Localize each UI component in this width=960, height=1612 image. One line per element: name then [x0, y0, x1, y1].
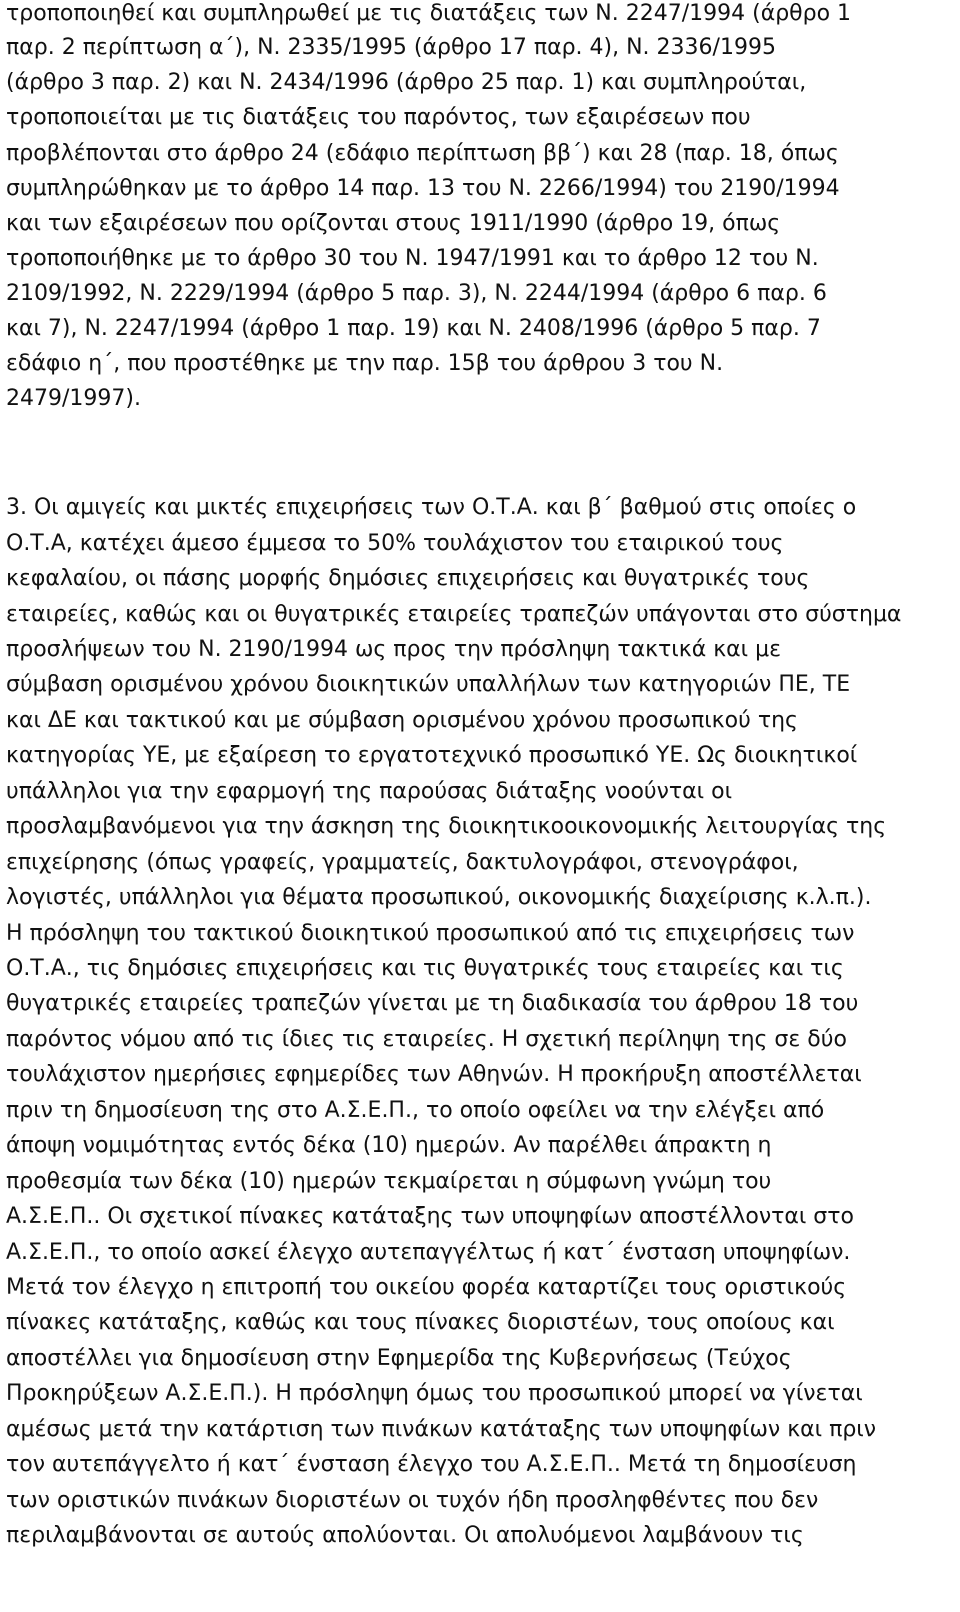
text-line: τουλάχιστον ημερήσιες εφημερίδες των Αθηνών. Η προκήρυξη αποστέλλεται: [6, 1062, 862, 1087]
text-line: περιλαμβάνονται σε αυτούς απολύονται. Οι απολυόμενοι λαμβάνουν τις: [6, 1523, 804, 1548]
text-line: προσλαμβανόμενοι για την άσκηση της διοικητικοοικονομικής λειτουργίας της: [6, 814, 887, 839]
text-line: κατηγορίας ΥΕ, με εξαίρεση το εργατοτεχνικό προσωπικό ΥΕ. Ως διοικητικοί: [6, 743, 858, 768]
text-line: Α.Σ.Ε.Π., το οποίο ασκεί έλεγχο αυτεπαγγέλτως ή κατ΄ ένσταση υποψηφίων.: [6, 1240, 851, 1265]
text-line: λογιστές, υπάλληλοι για θέματα προσωπικού, οικονομικής διαχείρισης κ.λ.π.).: [6, 885, 872, 910]
text-line: 3. Οι αμιγείς και μικτές επιχειρήσεις των Ο.Τ.Α. και β΄ βαθμού στις οποίες ο: [6, 495, 857, 520]
text-line: προθεσμία των δέκα (10) ημερών τεκμαίρεται η σύμφωνη γνώμη του: [6, 1169, 772, 1194]
text-line: προβλέπονται στο άρθρο 24 (εδάφιο περίπτωση ββ΄) και 28 (παρ. 18, όπως: [6, 141, 839, 166]
text-line: τροποποιηθεί και συμπληρωθεί με τις διατάξεις των Ν. 2247/1994 (άρθρο 1: [6, 1, 852, 26]
text-line: τροποποιήθηκε με το άρθρο 30 του Ν. 1947/1991 και το άρθρο 12 του Ν.: [6, 246, 819, 271]
text-line: τροποποιείται με τις διατάξεις του παρόντος, των εξαιρέσεων που: [6, 105, 751, 130]
text-line: πίνακες κατάταξης, καθώς και τους πίνακες διοριστέων, τους οποίους και: [6, 1310, 835, 1335]
text-line: τον αυτεπάγγελτο ή κατ΄ ένσταση έλεγχο του Α.Σ.Ε.Π.. Μετά τη δημοσίευση: [6, 1452, 857, 1477]
text-line: Προκηρύξεων Α.Σ.Ε.Π.). Η πρόσληψη όμως του προσωπικού μπορεί να γίνεται: [6, 1381, 863, 1406]
text-line: προσλήψεων του Ν. 2190/1994 ως προς την πρόσληψη τακτικά και με: [6, 637, 781, 662]
text-line: επιχείρησης (όπως γραφείς, γραμματείς, δακτυλογράφοι, στενογράφοι,: [6, 850, 799, 875]
text-line: υπάλληλοι για την εφαρμογή της παρούσας διάταξης νοούνται οι: [6, 779, 733, 804]
text-line: παρ. 2 περίπτωση α΄), Ν. 2335/1995 (άρθρο 17 παρ. 4), Ν. 2336/1995: [6, 35, 776, 60]
text-line: και των εξαιρέσεων που ορίζονται στους 1911/1990 (άρθρο 19, όπως: [6, 211, 781, 236]
text-line: παρόντος νόμου από τις ίδιες τις εταιρείες. Η σχετική περίληψη της σε δύο: [6, 1027, 847, 1052]
text-line: και ΔΕ και τακτικού και με σύμβαση ορισμένου χρόνου προσωπικού της: [6, 708, 798, 733]
text-line: Ο.Τ.Α, κατέχει άμεσο έμμεσα το 50% τουλάχιστον του εταιρικού τους: [6, 531, 784, 556]
text-line: σύμβαση ορισμένου χρόνου διοικητικών υπαλλήλων των κατηγοριών ΠΕ, ΤΕ: [6, 672, 851, 697]
text-line: των οριστικών πινάκων διοριστέων οι τυχόν ήδη προσληφθέντες που δεν: [6, 1488, 819, 1513]
text-line: κεφαλαίου, οι πάσης μορφής δημόσιες επιχειρήσεις και θυγατρικές τους: [6, 566, 810, 591]
text-line: εταιρείες, καθώς και οι θυγατρικές εταιρείες τραπεζών υπάγονται στο σύστημα: [6, 602, 902, 627]
text-line: (άρθρο 3 παρ. 2) και Ν. 2434/1996 (άρθρο 25 παρ. 1) και συμπληρούται,: [6, 70, 807, 95]
text-line: εδάφιο η΄, που προστέθηκε με την παρ. 15β του άρθρου 3 του Ν.: [6, 351, 724, 376]
text-line: 2479/1997).: [6, 386, 141, 411]
text-line: άποψη νομιμότητας εντός δέκα (10) ημερών. Αν παρέλθει άπρακτη η: [6, 1133, 772, 1158]
text-line: συμπληρώθηκαν με το άρθρο 14 παρ. 13 του Ν. 2266/1994) του 2190/1994: [6, 176, 840, 201]
text-line: Μετά τον έλεγχο η επιτροπή του οικείου φορέα καταρτίζει τους οριστικούς: [6, 1275, 847, 1300]
text-line: Η πρόσληψη του τακτικού διοικητικού προσωπικού από τις επιχειρήσεις των: [6, 921, 855, 946]
text-line: θυγατρικές εταιρείες τραπεζών γίνεται με τη διαδικασία του άρθρου 18 του: [6, 991, 859, 1016]
text-line: πριν τη δημοσίευση της στο Α.Σ.Ε.Π., το οποίο οφείλει να την ελέγξει από: [6, 1098, 825, 1123]
text-line: και 7), Ν. 2247/1994 (άρθρο 1 παρ. 19) και Ν. 2408/1996 (άρθρο 5 παρ. 7: [6, 316, 821, 341]
text-line: Α.Σ.Ε.Π.. Οι σχετικοί πίνακες κατάταξης των υποψηφίων αποστέλλονται στο: [6, 1204, 854, 1229]
text-line: αμέσως μετά την κατάρτιση των πινάκων κατάταξης των υποψηφίων και πριν: [6, 1417, 877, 1442]
text-line: Ο.Τ.Α., τις δημόσιες επιχειρήσεις και τις θυγατρικές τους εταιρείες και τις: [6, 956, 844, 981]
text-line: αποστέλλει για δημοσίευση στην Εφημερίδα της Κυβερνήσεως (Τεύχος: [6, 1346, 792, 1371]
text-line: 2109/1992, Ν. 2229/1994 (άρθρο 5 παρ. 3), Ν. 2244/1994 (άρθρο 6 παρ. 6: [6, 281, 827, 306]
